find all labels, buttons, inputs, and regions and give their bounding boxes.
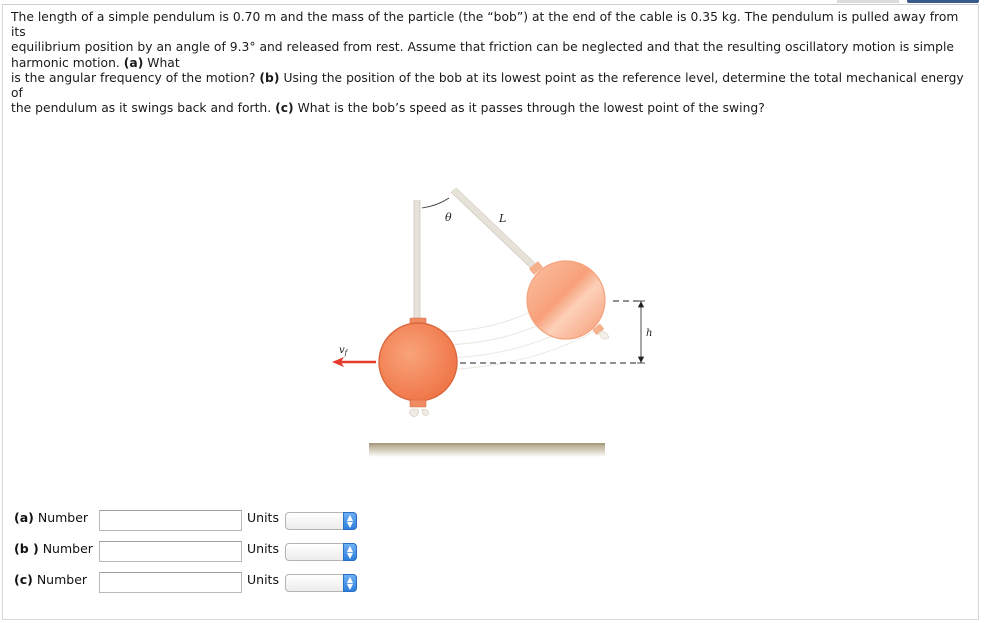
question-line-5-end: What is the bob’s speed as it passes through the lowest point of the swing? (293, 101, 765, 116)
answer-a-units-select[interactable] (285, 512, 357, 530)
answer-a-label (14, 510, 88, 525)
vertical-cable (414, 200, 420, 322)
velocity-arrow (332, 357, 376, 367)
answer-c-units-select[interactable] (285, 574, 357, 592)
part-c-tag: (c) (275, 101, 294, 116)
bob-released-position (527, 261, 609, 339)
chevron-up-down-icon[interactable]: ▲ ▼ (343, 512, 357, 530)
answer-row-c (14, 570, 374, 594)
question-line-5-text: the pendulum as it swings back and forth. (11, 101, 276, 116)
length-label: L (499, 212, 507, 225)
angled-cable (451, 188, 540, 272)
answer-b-number-input[interactable] (99, 541, 242, 562)
answer-a-units-label: Units (247, 510, 279, 525)
part-b-tag: (b) (259, 70, 280, 85)
bob-lowest-position (379, 318, 457, 417)
top-accent-bar (907, 0, 979, 3)
question-text (11, 10, 969, 116)
theta-label: θ (445, 211, 452, 224)
answer-c-label (14, 572, 87, 587)
velocity-label: $v_f$ (339, 345, 348, 357)
answer-row-a (14, 508, 374, 532)
theta-arc (422, 198, 449, 208)
answer-c-number-label: Number (32, 572, 88, 587)
answer-a-number-input[interactable] (99, 510, 242, 531)
question-line-5 (11, 101, 969, 116)
answer-b-units-select[interactable] (285, 543, 357, 561)
answer-c-tag: (c) (14, 572, 33, 587)
part-a-tag: (a) (123, 55, 144, 70)
answer-b-number-label: Number (38, 541, 93, 556)
answer-b-units-label: Units (247, 541, 279, 556)
height-label: h (646, 328, 653, 339)
height-dimension (637, 301, 645, 363)
top-tab-strip (837, 0, 899, 3)
question-line-4-mid: Using the position of the bob at its lowest point as the reference level, determine the total mechanical energy of (11, 70, 964, 101)
question-line-1: The length of a simple pendulum is 0.70 m and the mass of the particle (the “bob”) at the end of the cable is 0.35 kg. The pendulum is pulled away from its (11, 10, 959, 40)
question-line-4 (11, 71, 969, 101)
question-line-2: equilibrium position by an angle of 9.3° and released from rest. Assume that friction can be neglected and that the resulting oscillatory motion is simple (11, 40, 954, 55)
floor (369, 443, 605, 457)
answer-c-units-label: Units (247, 572, 279, 587)
answer-b-label (14, 541, 93, 556)
answer-c-number-input[interactable] (99, 572, 242, 593)
answer-a-tag: (a) (14, 510, 34, 525)
answer-a-number-label: Number (33, 510, 89, 525)
question-line-3 (11, 56, 969, 71)
chevron-up-down-icon[interactable]: ▲ ▼ (343, 574, 357, 592)
pendulum-figure (325, 180, 665, 465)
question-line-3-end: What (143, 55, 180, 70)
question-line-3-text: harmonic motion. (11, 55, 124, 70)
chevron-up-down-icon[interactable]: ▲ ▼ (343, 543, 357, 561)
answer-row-b (14, 539, 374, 563)
answer-b-tag: (b ) (14, 541, 39, 556)
question-line-4-text: is the angular frequency of the motion? (11, 70, 260, 85)
